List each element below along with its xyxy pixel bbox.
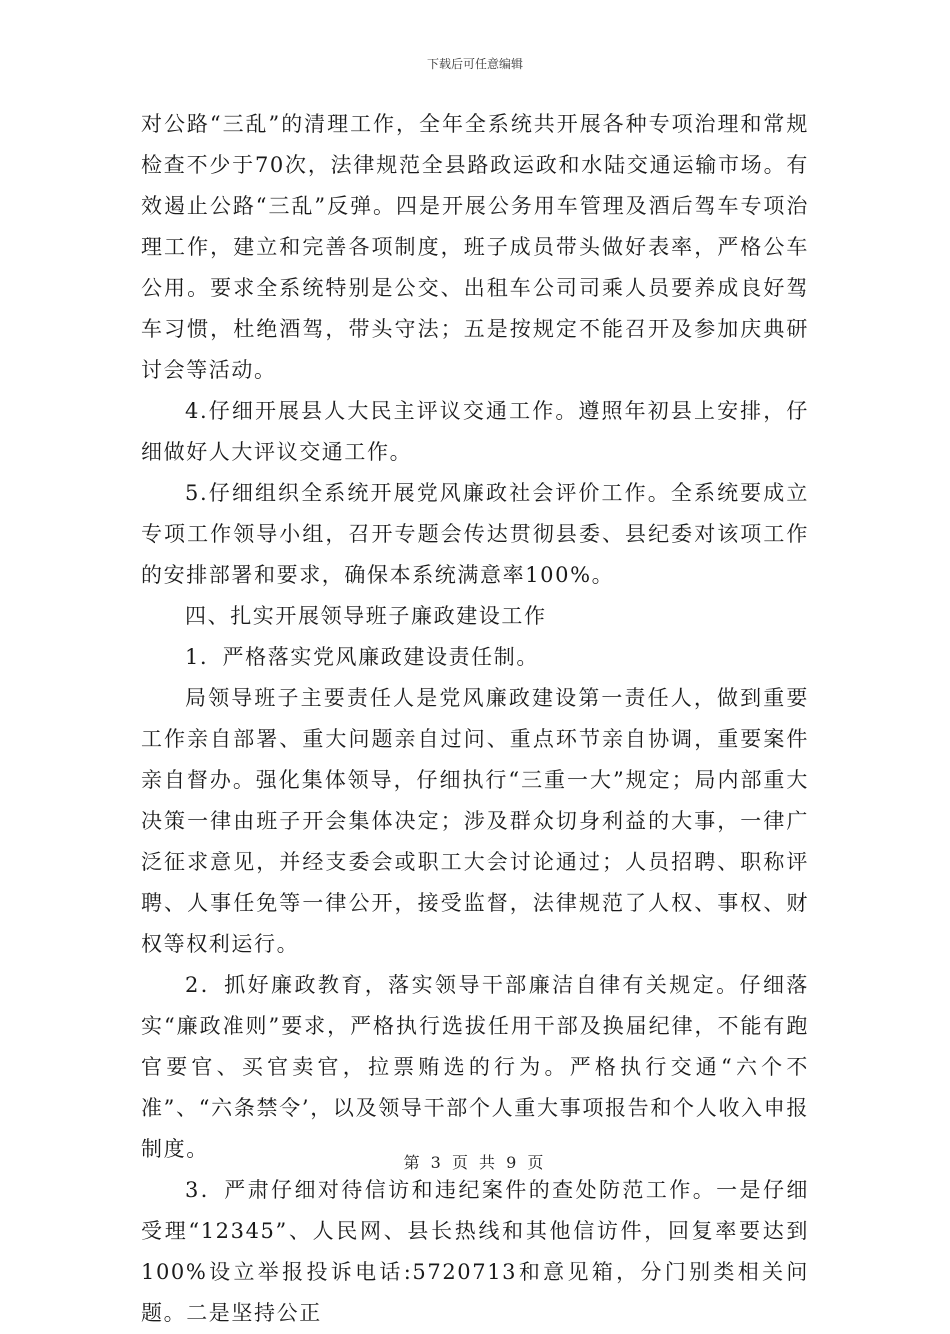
page-number: 第 3 页 共 9 页 bbox=[403, 1153, 547, 1172]
subsection-heading: 1．严格落实党风廉政建设责任制。 bbox=[185, 645, 539, 669]
paragraph: 5.仔细组织全系统开展党风廉政社会评价工作。全系统要成立专项工作领导小组，召开专题会传达贯彻县委、县纪委对该项工作的安排部署和要求，确保本系统满意率100%。 bbox=[141, 481, 809, 587]
paragraph: 局领导班子主要责任人是党风廉政建设第一责任人，做到重要工作亲自部署、重大问题亲自过问、重点环节亲自协调，重要案件亲自督办。强化集体领导，仔细执行“三重一大”规定；局内部重大决策一律由班子开会集体决定；涉及群众切身利益的大事，一律广泛征求意见，并经支委会或职工大会讨论通过；人员招聘、职称评聘、人事任免等一律公开，接受监督，法律规范了人权、事权、财权等权利运行。 bbox=[141, 686, 809, 956]
paragraph: 3．严肃仔细对待信访和违纪案件的查处防范工作。一是仔细受理“12345”、人民网、县长热线和其他信访件，回复率要达到100%设立举报投诉电话:5720713和意见箱，分门别类相关问题。二是坚持公正 bbox=[141, 1178, 809, 1325]
paragraph: 4.仔细开展县人大民主评议交通工作。遵照年初县上安排，仔细做好人大评议交通工作。 bbox=[141, 399, 809, 464]
section-heading: 四、扎实开展领导班子廉政建设工作 bbox=[185, 604, 547, 628]
paragraph: 对公路“三乱”的清理工作，全年全系统共开展各种专项治理和常规检查不少于70次，法律规范全县路政运政和水陆交通运输市场。有效遏止公路“三乱”反弹。四是开展公务用车管理及酒后驾车专项治理工作，建立和完善各项制度，班子成员带头做好表率，严格公车公用。要求全系统特别是公交、出租车公司司乘人员要养成良好驾车习惯，杜绝酒驾，带头守法；五是按规定不能召开及参加庆典研讨会等活动。 bbox=[141, 112, 809, 382]
header-note: 下载后可任意编辑 bbox=[426, 57, 523, 71]
paragraph: 2．抓好廉政教育，落实领导干部廉洁自律有关规定。仔细落实“廉政准则”要求，严格执行选拔任用干部及换届纪律，不能有跑官要官、买官卖官，拉票贿选的行为。严格执行交通“六个不准”、“六条禁令’，以及领导干部个人重大事项报告和个人收入申报制度。 bbox=[141, 973, 809, 1161]
